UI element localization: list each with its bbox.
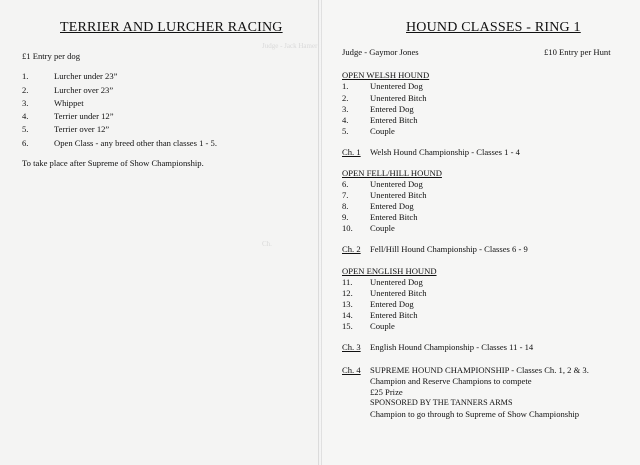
championship-title: English Hound Championship - Classes 11 - 14	[370, 342, 534, 352]
page-title: HOUND CLASSES - RING 1	[406, 20, 581, 35]
left-page: Judge - Jack Hamer Ch. TERRIER AND LURCHER RACING £1 Entry per dog 1. Lurcher under 23” 2. Lurcher over 23” 3. Whippet 4. Terrier under 12” 5. Terrier over 12” 6. Open Class - any breed other than classes 1 - 5. To take place after Supreme of Show Championship.	[0, 0, 318, 465]
section-heading: OPEN WELSH HOUND	[342, 70, 430, 80]
right-page: HOUND CLASSES - RING 1 Judge - Gaymor Jones £10 Entry per Hunt OPEN WELSH HOUND 1. Unentered Dog 2. Unentered Bitch 3. Entered Dog 4. Entered Bitch 5. Couple Ch. 1 Welsh Hound Championship - Classes 1 - 4 OPEN FELL/HILL HOUND 6. Unentered Dog 7. Unentered Bitch 8. Entered Dog 9. Entered Bitch 10. Couple Ch. 2 Fell/Hill Hound Championship - Classes 6 - 9 OPEN ENGLISH HOUND 11. Unentered Dog 12. Unentered Bitch 13. Entered Dog 14. Entered Bitch 15. Couple Ch. 3 English Hound Championship - Classes 11 - 14 Ch. 4 SUPREME HOUND CHAMPIONSHIP - Classes Ch. 1, 2 & 3. Champion and Reserve Champions to compete £25 Prize SPONSORED BY THE TANNERS ARMS Champion to go through to Supreme of Show Championship	[322, 0, 640, 465]
supreme-line: SPONSORED BY THE TANNERS ARMS	[370, 398, 513, 407]
championship-title: Welsh Hound Championship - Classes 1 - 4	[370, 147, 520, 157]
championship-code: Ch. 1	[342, 147, 361, 157]
supreme-line: £25 Prize	[370, 387, 403, 397]
show-through-text: Judge - Jack Hamer	[262, 42, 318, 50]
championship-code: Ch. 3	[342, 342, 361, 352]
championship-code: Ch. 4	[342, 365, 361, 375]
page-title: TERRIER AND LURCHER RACING	[60, 20, 283, 35]
judge: Judge - Gaymor Jones	[342, 47, 419, 57]
championship-code: Ch. 2	[342, 244, 361, 254]
supreme-line: SUPREME HOUND CHAMPIONSHIP - Classes Ch. 1, 2 & 3.	[370, 365, 589, 375]
supreme-line: Champion to go through to Supreme of Show Championship	[370, 409, 580, 419]
supreme-line: Champion and Reserve Champions to compete	[370, 376, 532, 386]
section-heading: OPEN ENGLISH HOUND	[342, 266, 437, 276]
championship-title: Fell/Hill Hound Championship - Classes 6 - 9	[370, 244, 528, 254]
section-heading: OPEN FELL/HILL HOUND	[342, 168, 442, 178]
entry-fee: £1 Entry per dog	[22, 51, 80, 61]
entry-fee: £10 Entry per Hunt	[544, 47, 611, 57]
show-through-text: Ch.	[262, 240, 272, 248]
schedule-note: To take place after Supreme of Show Championship.	[22, 158, 204, 168]
